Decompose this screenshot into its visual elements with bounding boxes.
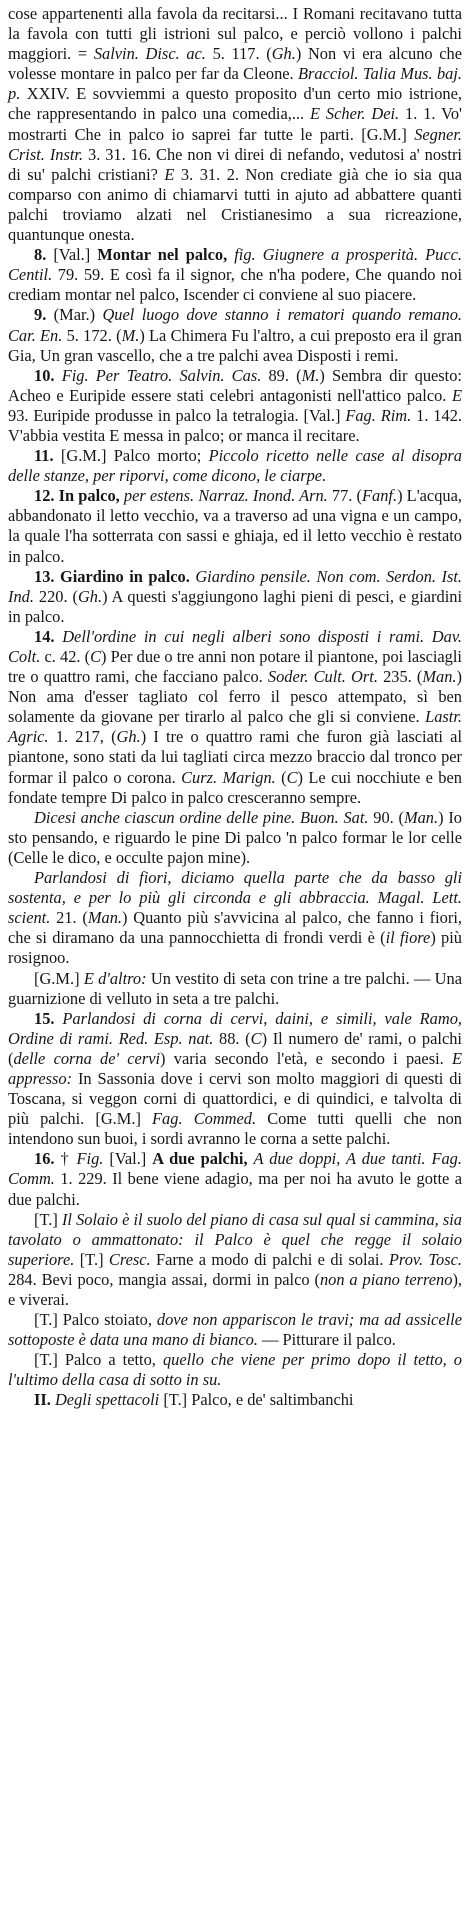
italic-text: Gh. <box>271 44 296 64</box>
italic-text: Fag. Rim. <box>345 405 412 425</box>
italic-text: Bracciol. Talia Mus. baj. p. <box>8 64 462 104</box>
entry-paragraph <box>8 567 462 627</box>
bold-text: 14. <box>34 626 55 646</box>
italic-text: per estens. Narraz. Inond. Arn. <box>123 486 328 506</box>
text-run: 1. 142. V'abbia vestita E messa in palco; or manca il recitare. <box>8 405 462 445</box>
text-run: ) Non ama d'esser tagliato col ferro il pesco attempato, sì ben solamente da giovane per tirarlo al palco che gli si conviene. <box>8 667 462 727</box>
text-run: [Val.] <box>103 1149 153 1169</box>
italic-text: Gh. <box>116 727 141 747</box>
entry-paragraph <box>8 1310 462 1350</box>
text-run: 284. Bevi poco, mangia assai, dormi in palco ( <box>8 1269 320 1289</box>
text-run: ) Io sto pensando, e riguardo le pine Di palco 'n palco formar le lor celle (Celle le dico, e occulte pajon mine). <box>8 807 462 867</box>
entry-paragraph <box>8 627 462 808</box>
italic-text: A due doppi, A due tanti. Fag. Comm. <box>8 1149 462 1189</box>
text-run: — Pitturare il palco. <box>257 1330 396 1350</box>
text-run: [G.M.] <box>34 968 84 988</box>
text-run: [T.] Palco, e de' saltimbanchi <box>159 1390 354 1410</box>
entry-paragraph <box>8 808 462 868</box>
text-run <box>55 366 62 385</box>
entry-paragraph <box>8 305 462 365</box>
text-run: 5. 172. ( <box>62 325 122 345</box>
italic-text: Segner. Crist. Instr. <box>8 124 462 164</box>
text-run: ) Quanto più s'avvicina al palco, che fanno i fiori, che si diramano da una pannocchietta di frondi verdi è ( <box>8 908 462 948</box>
italic-text: dove non appariscon le travi; ma ad assicelle sottoposte è data una mano di bianco. <box>8 1310 462 1350</box>
bold-text: 11. <box>34 446 54 466</box>
text-run: 235. ( <box>377 667 423 687</box>
bold-text: Montar nel palco, <box>97 245 228 265</box>
text-run: ) varia secondo l'età, e secondo i paesi. <box>160 1048 452 1068</box>
italic-text: Curz. Marign. <box>181 767 276 787</box>
italic-text: Degli spettacoli <box>54 1390 160 1410</box>
text-run: 89. ( <box>261 365 302 385</box>
text-run: 220. ( <box>33 586 78 606</box>
entry-paragraph <box>8 4 462 245</box>
text-run: 3. 31. 2. Non crediate già che io sia qua comparso con animo di chiamarvi tutti in ajuto ad abbattere quanti palchi troviamo alzati nel Cristianesimo a sua ricreazione, quantunque onesta. <box>8 164 462 245</box>
text-run: [T.] <box>74 1249 109 1269</box>
entry-paragraph <box>8 1009 462 1150</box>
italic-text: C <box>286 767 298 787</box>
text-run: [Val.] <box>46 245 98 265</box>
italic-text: Soder. Cult. Ort. <box>267 667 378 687</box>
text-run: Come tutti quelli che non intendono sun buoi, i sordi avranno le corna a sette palchi. <box>8 1109 462 1149</box>
text-run: 1. 229. Il bene viene adagio, ma per noi ha avuto le gotte a due palchi. <box>8 1169 462 1209</box>
entry-paragraph <box>8 1210 462 1310</box>
text-run: [G.M.] Palco morto; <box>53 446 209 466</box>
entry-paragraph <box>8 245 462 305</box>
italic-text: E appresso: <box>8 1048 462 1088</box>
text-run: 3. 31. 16. Che non vi direi di nefando, vedutosi a' nostri di su' palchi cristiani? <box>8 144 462 184</box>
italic-text: Man. <box>403 807 439 827</box>
text-run: ) A questi s'aggiungono laghi pieni di pesci, e giardini in palco. <box>8 586 462 626</box>
entry-paragraph <box>8 969 462 1009</box>
italic-text: E d'altro: <box>83 968 147 988</box>
text-run: ) L'acqua, abbandonato il letto vecchio, va a traverso ad una vigna e un campo, la quale l'ha sotterrata con sassi e ghiaja, ed il letto vecchio è restato in palco. <box>8 486 462 566</box>
entry-paragraph <box>8 486 462 566</box>
italic-text: Gh. <box>77 586 103 606</box>
italic-text: Piccolo ricetto nelle case al disopra delle stanze, per riporvi, come dicono, le ciarpe. <box>8 446 462 486</box>
italic-text: M. <box>121 325 140 345</box>
bold-text: 10. <box>34 365 55 385</box>
italic-text: Parlandosi di corna di cervi, daini, e simili, vale Ramo, Ordine di rami. Red. Esp. nat. <box>8 1008 462 1048</box>
italic-text: E <box>451 385 462 405</box>
text-run: [T.] Palco a tetto, <box>34 1350 163 1370</box>
italic-text: Salvin. Disc. ac. <box>93 44 206 64</box>
text-run: Farne a modo di palchi e di solai. <box>150 1249 389 1269</box>
text-run: ), e viverai. <box>8 1269 462 1309</box>
italic-text: Prov. Tosc. <box>388 1249 462 1269</box>
text-run: c. 42. ( <box>40 647 91 666</box>
text-run: cose appartenenti alla favola da recitarsi... I Romani recitavano tutta la favola con tutti gli istrioni sul palco, e perciò vollono i palchi maggiori. = <box>8 4 462 64</box>
italic-text: Il Solaio è il suolo del piano di casa sul qual si cammina, sia tavolato o ammattonato: il Palco è quel che regge il solaio superiore. <box>8 1209 462 1269</box>
bold-text: 12. <box>34 486 55 506</box>
italic-text: M. <box>301 365 320 385</box>
italic-text: delle corna de' cervi <box>13 1048 161 1068</box>
italic-text: Giardino pensile. Non com. Serdon. Ist. Ind. <box>8 566 462 606</box>
text-run: 5. 117. ( <box>205 44 272 64</box>
italic-text: Lastr. Agric. <box>8 707 462 747</box>
text-run: ) La Chimera Fu l'altro, a cui preposto era il gran Gia, Un gran vascello, che a tre palchi avea Disposti i remi. <box>8 325 462 365</box>
italic-text: Fig. <box>76 1149 104 1169</box>
text-run: 1. 217, ( <box>48 727 117 747</box>
italic-text: Fanf. <box>362 486 398 506</box>
text-run: 1. 1. Vo' mostrarti Che in palco io saprei far tutte le parti. [G.M.] <box>8 104 462 144</box>
text-run: ) Non vi era alcuno che volesse montare in palco per far da Cleone. <box>8 44 462 84</box>
italic-text: Man. <box>422 667 457 687</box>
italic-text: E Scher. Dei. <box>310 104 400 124</box>
bold-text: A due palchi, <box>152 1149 248 1169</box>
bold-text: 15. <box>34 1008 55 1028</box>
text-run: ) Le cui nocchiute e ben fondate tempre Di palco in palco cresceranno sempre. <box>8 767 462 807</box>
italic-text: Quel luogo dove stanno i rematori quando remano. Car. En. <box>8 305 462 345</box>
italic-text: Fag. Commed. <box>152 1109 257 1129</box>
bold-text: In palco, <box>58 486 120 506</box>
text-run: ) I tre o quattro rami che furon già lasciati al piantone, sono stati da lui tagliati circa mezzo braccio dal tronco per formar il palco o corona. <box>8 727 463 787</box>
text-run: ) più rosignoo. <box>8 928 462 968</box>
bold-text: 9. <box>34 305 47 325</box>
italic-text: Parlandosi di fiori, diciamo quella parte che da basso gli sostenta, e per lo più gli circonda e gli abbraccia. Magal. Lett. scient. <box>8 868 462 928</box>
italic-text: Dell'ordine in cui negli alberi sono disposti i rami. Dav. Colt. <box>8 626 462 666</box>
text-run: [T.] <box>34 1209 62 1229</box>
text-run: Un vestito di seta con trine a tre palchi. — Una guarnizione di velluto in seta a tre palchi. <box>8 968 462 1008</box>
italic-text: E <box>164 164 175 184</box>
italic-text: C <box>90 647 102 666</box>
text-run: † <box>54 1149 77 1169</box>
text-run: (Mar.) <box>46 305 103 325</box>
text-run: 88. ( <box>213 1028 251 1048</box>
text-run: 21. ( <box>50 908 88 928</box>
italic-text: Cresc. <box>108 1249 151 1269</box>
italic-text: fig. Giugnere a prosperità. Pucc. Centil. <box>8 245 462 285</box>
text-run: ( <box>275 767 287 787</box>
bold-text: Giardino in palco. <box>60 566 190 586</box>
text-run: 77. ( <box>327 486 363 506</box>
italic-text: Fig. Per Teatro. Salvin. Cas. <box>61 365 262 385</box>
text-run: 79. 59. E così fa il signor, che n'ha podere, Che quando noi crediam montar nel palco, Iscender ci conviene al suo piacere. <box>8 265 462 305</box>
entry-paragraph <box>8 446 462 486</box>
italic-text: non a piano terreno <box>319 1269 453 1289</box>
text-run: In Sassonia dove i cervi son molto maggiori di questi di Toscana, si veggon corni di quattordici, e di quindici, e talvolta di più palchi. [G.M.] <box>8 1068 462 1129</box>
bold-text: II. <box>34 1390 51 1410</box>
text-run: XXIV. E sovviemmi a questo proposito d'un certo mio istrione, che rappresentando in palco una comedia,... <box>8 84 462 124</box>
entry-paragraph <box>8 366 462 446</box>
text-run: [T.] Palco stoiato, <box>34 1310 157 1330</box>
text-run: 90. ( <box>368 807 404 827</box>
bold-text: 13. <box>34 566 55 586</box>
entry-paragraph <box>8 1390 462 1410</box>
italic-text: il fiore <box>385 928 431 948</box>
italic-text: quello che viene per primo dopo il tetto, o l'ultimo della casa di sotto in su. <box>8 1350 462 1390</box>
text-run: 93. Euripide produsse in palco la tetralogia. [Val.] <box>8 405 346 425</box>
entry-paragraph <box>8 868 462 968</box>
italic-text: Dicesi anche ciascun ordine delle pine. Buon. Sat. <box>34 807 369 827</box>
entry-paragraph <box>8 1350 462 1390</box>
text-run: ) Il numero de' rami, o palchi ( <box>8 1028 462 1068</box>
italic-text: Man. <box>87 908 123 928</box>
text-run: ) Sembra dir questo: Acheo e Euripide essere stati celebri antagonisti nell'attico palco. <box>8 365 462 405</box>
entry-paragraph <box>8 1149 462 1209</box>
text-run: ) Per due o tre anni non potare il piantone, poi lasciagli tre o quattro rami, che facciano palco. <box>8 647 462 687</box>
italic-text: C <box>250 1028 262 1048</box>
bold-text: 16. <box>34 1149 55 1169</box>
bold-text: 8. <box>34 245 47 265</box>
